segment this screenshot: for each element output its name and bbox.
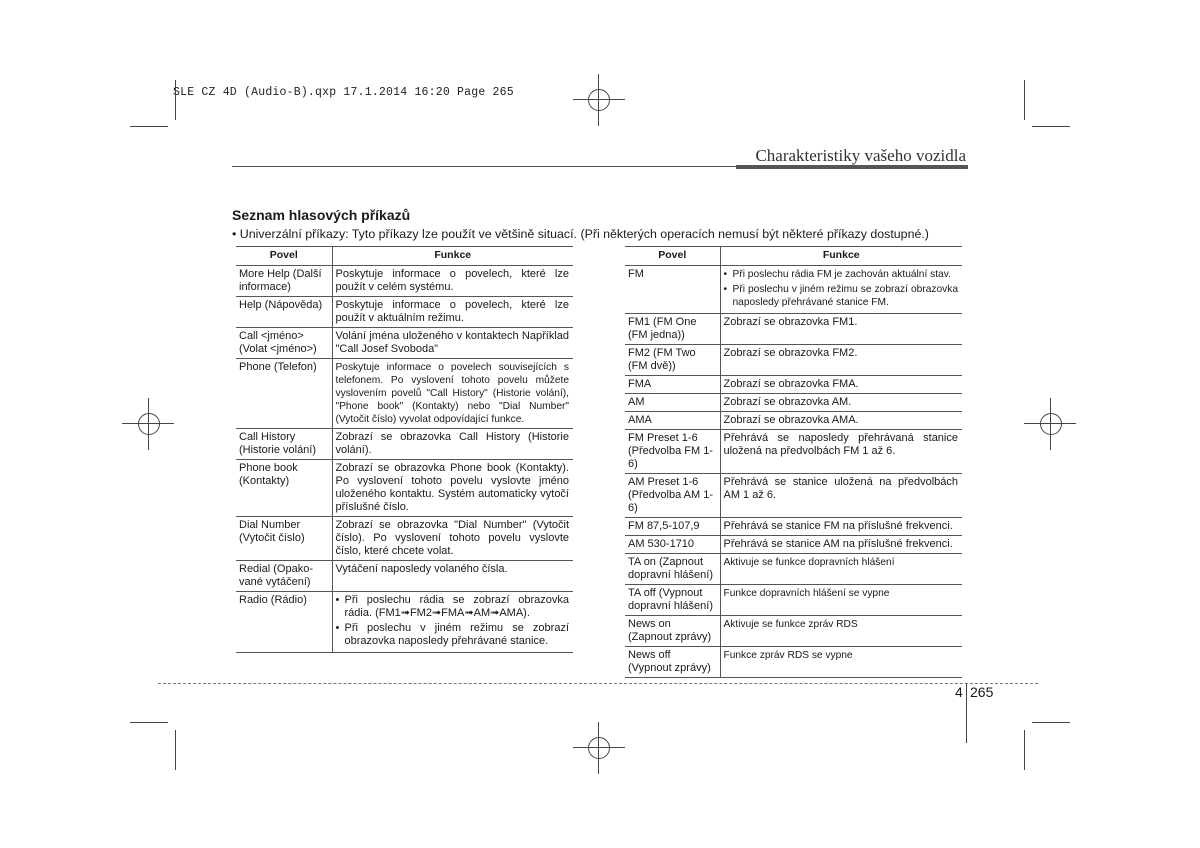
table-row (236, 266, 573, 297)
table-header-row (625, 247, 962, 266)
table-row (236, 359, 573, 429)
function-cell: Přehrává se stanice AM na příslušné frekvenci. (720, 536, 962, 554)
function-cell (332, 592, 573, 653)
table-row (625, 536, 962, 554)
command-cell: Dial Number (Vytočit číslo) (236, 517, 332, 561)
command-cell: Phone book (Kontakty) (236, 460, 332, 517)
table-row (625, 554, 962, 585)
bullet-list (336, 594, 570, 648)
command-cell: AM 530-1710 (625, 536, 720, 554)
bullet-item: • Při poslechu v jiném režimu se zobrazí obrazovka naposledy přehrávané stanice. (336, 622, 570, 648)
table-row (236, 460, 573, 517)
chapter-number: 4 (955, 684, 963, 700)
function-cell: Zobrazí se obrazovka Call History (Historie volání). (332, 429, 573, 460)
column-header-function: Funkce (720, 247, 962, 266)
table-row (625, 376, 962, 394)
table-row (625, 314, 962, 345)
header-rule (232, 166, 736, 167)
table-row (625, 518, 962, 536)
footer-dashed-rule (158, 683, 1038, 684)
command-cell: FM (625, 266, 720, 314)
table-row (625, 394, 962, 412)
table-row (625, 266, 962, 314)
crop-mark (175, 730, 176, 770)
command-cell: FM Preset 1-6 (Předvolba FM 1-6) (625, 430, 720, 474)
command-cell: Phone (Telefon) (236, 359, 332, 429)
command-cell: News on (Zapnout zprávy) (625, 616, 720, 647)
function-cell: Zobrazí se obrazovka FM2. (720, 345, 962, 376)
crop-mark (175, 80, 176, 120)
function-cell: Poskytuje informace o povelech, které lze použít v aktuálním režimu. (332, 297, 573, 328)
bullet-item: • Při poslechu rádia se zobrazí obrazovka rádia. (FM1➟FM2➟FMA➟AM➟AMA). (336, 594, 570, 620)
table-row (236, 297, 573, 328)
command-cell: Radio (Rádio) (236, 592, 332, 653)
command-cell: Help (Nápověda) (236, 297, 332, 328)
column-header-function: Funkce (332, 247, 573, 266)
column-header-command: Povel (236, 247, 332, 266)
bullet-item: • Při poslechu v jiném režimu se zobrazí obrazovka naposledy přehrávané stanice FM. (724, 283, 959, 309)
command-cell: FM2 (FM Two (FM dvě)) (625, 345, 720, 376)
crop-mark (1032, 722, 1070, 723)
function-cell: Přehrává se stanice FM na příslušné frekvenci. (720, 518, 962, 536)
header-bar (736, 165, 968, 169)
table-row (625, 616, 962, 647)
command-cell: News off (Vypnout zprávy) (625, 647, 720, 678)
table-row (625, 430, 962, 474)
function-cell: Poskytuje informace o povelech souvisejících s telefonem. Po vyslovení tohoto povelu můžete vyslovením povelů "Call History" (Historie volání), "Phone book" (Kontakty) nebo "Dial Number" (Vytočit číslo) vyvolat odpovídající funkce. (332, 359, 573, 429)
command-cell: AM Preset 1-6 (Předvolba AM 1-6) (625, 474, 720, 518)
table-row (236, 561, 573, 592)
table-row (236, 328, 573, 359)
command-cell: TA off (Vypnout dopravní hlášení) (625, 585, 720, 616)
table-row (625, 412, 962, 430)
command-cell: AMA (625, 412, 720, 430)
left-command-table (236, 246, 573, 653)
crop-mark (1024, 730, 1025, 770)
table-row (236, 592, 573, 653)
command-cell: AM (625, 394, 720, 412)
function-cell: Poskytuje informace o povelech, které lze použít v celém systému. (332, 266, 573, 297)
function-cell: Aktivuje se funkce zpráv RDS (720, 616, 962, 647)
table-row (625, 647, 962, 678)
bullet-list (724, 268, 959, 309)
function-cell: Zobrazí se obrazovka AMA. (720, 412, 962, 430)
crop-mark (130, 722, 168, 723)
crop-mark (1024, 80, 1025, 120)
function-cell: Zobrazí se obrazovka AM. (720, 394, 962, 412)
command-cell: FMA (625, 376, 720, 394)
table-header-row (236, 247, 573, 266)
function-cell: Vytáčení naposledy volaného čísla. (332, 561, 573, 592)
running-header-title: Charakteristiky vašeho vozidla (755, 146, 966, 165)
function-cell: Přehrává se naposledy přehrávaná stanice uložená na předvolbách FM 1 až 6. (720, 430, 962, 474)
function-cell: Zobrazí se obrazovka Phone book (Kontakty). Po vyslovení tohoto povelu vyslovte jméno uloženého kontaktu. Systém automaticky vytočí příslušné číslo. (332, 460, 573, 517)
function-cell: Přehrává se stanice uložená na předvolbách AM 1 až 6. (720, 474, 962, 518)
right-command-table (625, 246, 962, 678)
bullet-item: • Při poslechu rádia FM je zachován aktuální stav. (724, 268, 959, 281)
command-cell: Redial (Opako-vané vytáčení) (236, 561, 332, 592)
function-cell: Zobrazí se obrazovka FM1. (720, 314, 962, 345)
command-cell: Call <jméno> (Volat <jméno>) (236, 328, 332, 359)
page-number: 265 (970, 684, 994, 700)
intro-text: • Univerzální příkazy: Tyto příkazy lze použít ve většině situací. (Při některých operacích nemusí být některé příkazy dostupné.) (232, 227, 929, 241)
table-row (625, 585, 962, 616)
table-row (625, 345, 962, 376)
command-cell: TA on (Zapnout dopravní hlášení) (625, 554, 720, 585)
section-title: Seznam hlasových příkazů (232, 207, 411, 223)
command-cell: FM 87,5-107,9 (625, 518, 720, 536)
table-row (236, 517, 573, 561)
function-cell: Aktivuje se funkce dopravních hlášení (720, 554, 962, 585)
function-cell: Volání jména uloženého v kontaktech Například "Call Josef Svoboda" (332, 328, 573, 359)
function-cell: Zobrazí se obrazovka "Dial Number" (Vytočit číslo). Po vyslovení tohoto povelu vyslovte číslo, které chcete volat. (332, 517, 573, 561)
column-header-command: Povel (625, 247, 720, 266)
crop-mark (130, 126, 168, 127)
function-cell: Zobrazí se obrazovka FMA. (720, 376, 962, 394)
function-cell: Funkce dopravních hlášení se vypne (720, 585, 962, 616)
crop-mark (1032, 126, 1070, 127)
command-cell: Call History (Historie volání) (236, 429, 332, 460)
print-slug: SLE CZ 4D (Audio-B).qxp 17.1.2014 16:20 Page 265 (173, 86, 514, 99)
command-cell: FM1 (FM One (FM jedna)) (625, 314, 720, 345)
table-row (236, 429, 573, 460)
table-row (625, 474, 962, 518)
function-cell: Funkce zpráv RDS se vypne (720, 647, 962, 678)
command-cell: More Help (Další informace) (236, 266, 332, 297)
function-cell (720, 266, 962, 314)
page-number-divider (966, 683, 967, 743)
